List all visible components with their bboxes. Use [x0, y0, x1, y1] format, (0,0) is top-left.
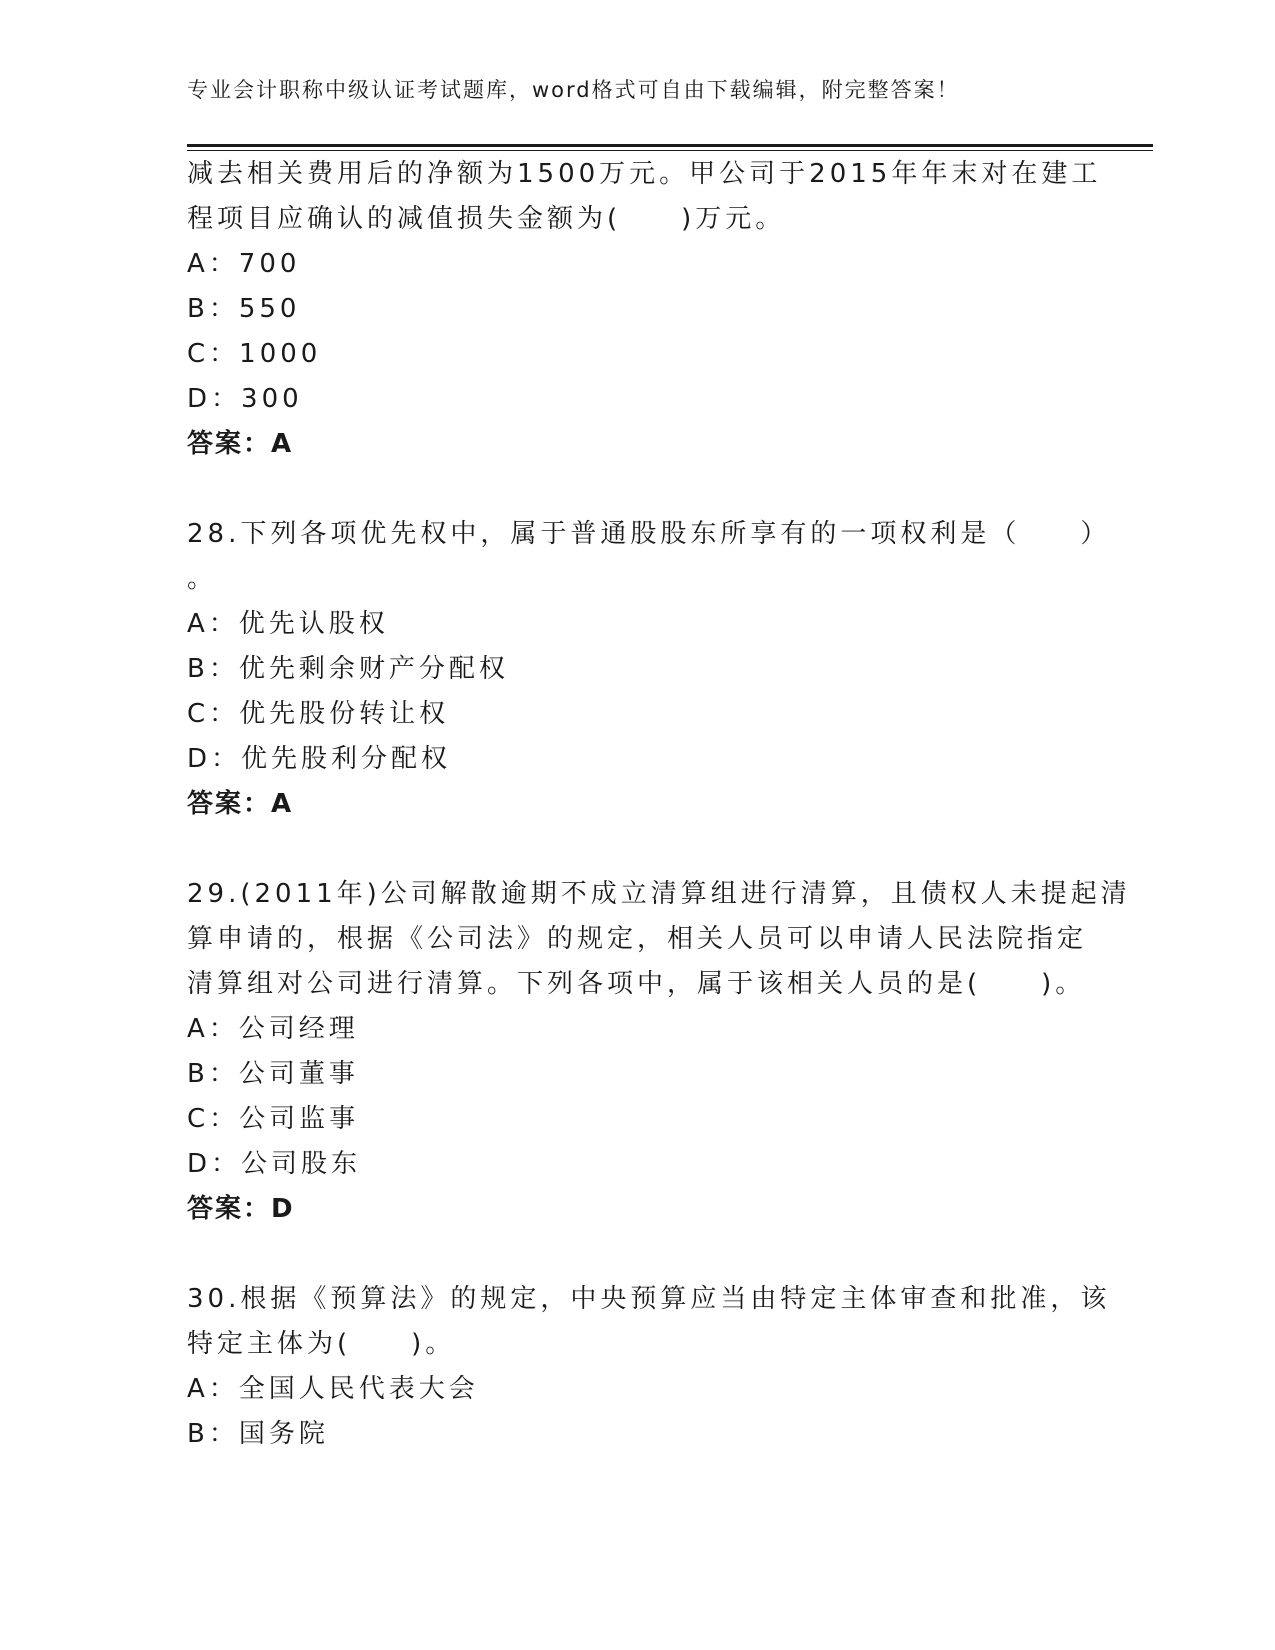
question-27-option-c: C：1000 [187, 339, 322, 369]
question-29-option-a: A：公司经理 [187, 1014, 359, 1044]
page-header: 专业会计职称中级认证考试题库，word格式可自由下载编辑，附完整答案！ [187, 78, 960, 102]
question-28-option-a: A：优先认股权 [187, 609, 389, 639]
question-29-text-line-1: 29.(2011年)公司解散逾期不成立清算组进行清算，且债权人未提起清 [187, 879, 1131, 909]
question-29-option-c: C：公司监事 [187, 1104, 360, 1134]
question-28-text-line-1: 28.下列各项优先权中，属于普通股股东所享有的一项权利是（ ） [187, 519, 1111, 549]
question-27-text-line-2: 程项目应确认的减值损失金额为( )万元。 [187, 204, 786, 234]
question-30-option-a: A：全国人民代表大会 [187, 1374, 479, 1404]
question-29-answer: 答案：D [187, 1194, 295, 1224]
header-rule-thick [187, 144, 1153, 147]
question-27-option-d: D：300 [187, 384, 303, 414]
question-28-option-b: B：优先剩余财产分配权 [187, 654, 509, 684]
question-28-answer: 答案：A [187, 789, 294, 819]
question-27-option-b: B：550 [187, 294, 301, 324]
question-28-option-d: D：优先股利分配权 [187, 744, 452, 774]
question-27-option-a: A：700 [187, 249, 301, 279]
question-30-text-line-2: 特定主体为( )。 [187, 1329, 456, 1359]
question-29-text-line-2: 算申请的，根据《公司法》的规定，相关人员可以申请人民法院指定 [187, 924, 1088, 954]
question-28-text-line-2: 。 [187, 564, 218, 594]
question-30-text-line-1: 30.根据《预算法》的规定，中央预算应当由特定主体审查和批准，该 [187, 1284, 1111, 1314]
question-29-text-line-3: 清算组对公司进行清算。下列各项中，属于该相关人员的是( )。 [187, 969, 1086, 999]
header-rule-thin [187, 150, 1153, 151]
question-27-answer: 答案：A [187, 429, 294, 459]
question-30-option-b: B：国务院 [187, 1419, 329, 1449]
question-29-option-d: D：公司股东 [187, 1149, 362, 1179]
question-29-option-b: B：公司董事 [187, 1059, 359, 1089]
question-27-text-line-1: 减去相关费用后的净额为1500万元。甲公司于2015年年末对在建工 [187, 159, 1102, 189]
question-28-option-c: C：优先股份转让权 [187, 699, 450, 729]
